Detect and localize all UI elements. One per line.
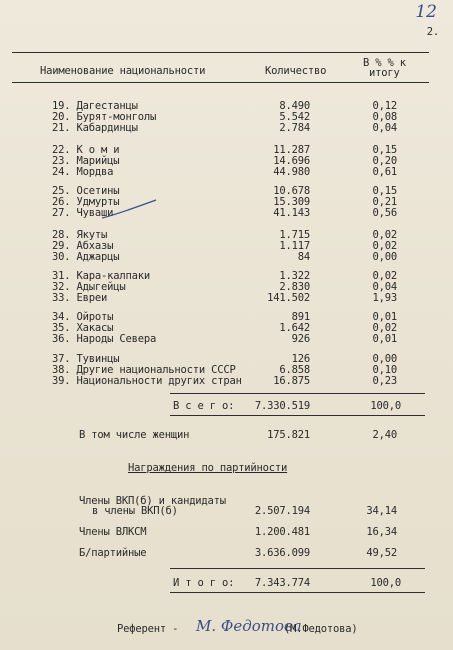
- row-pct: 0,02: [372, 229, 397, 241]
- row-qty: 2.830: [279, 281, 310, 293]
- itogo-pct: 100,0: [370, 577, 401, 589]
- row-qty: 41.143: [273, 207, 310, 219]
- total-pct: 100,0: [370, 400, 401, 412]
- row-name: 27. Чуваши: [52, 207, 114, 219]
- row-name: 34. Ойроты: [52, 311, 114, 323]
- row-name: 33. Евреи: [52, 292, 108, 304]
- row-pct: 1,93: [372, 292, 397, 304]
- row-name: 25. Осетины: [52, 185, 120, 197]
- row-pct: 0,61: [372, 166, 397, 178]
- header-qty: Количество: [265, 65, 327, 77]
- women-qty: 175.821: [267, 429, 310, 441]
- row-name: 23. Марийцы: [52, 155, 120, 167]
- row-pct: 0,01: [372, 311, 397, 323]
- itogo-label: И т о г о:: [173, 577, 235, 589]
- row-qty: 926: [291, 333, 310, 345]
- party-label-line1: Б/партийные: [79, 547, 147, 559]
- row-pct: 0,02: [372, 270, 397, 282]
- row-name: 32. Адыгейцы: [52, 281, 126, 293]
- row-name: 29. Абхазы: [52, 240, 114, 252]
- row-qty: 891: [291, 311, 310, 323]
- row-pct: 0,21: [372, 196, 397, 208]
- pen-check-mark: [100, 198, 160, 222]
- row-name: 36. Народы Севера: [52, 333, 157, 345]
- row-pct: 0,00: [372, 353, 397, 365]
- row-name: 37. Тувинцы: [52, 353, 120, 365]
- row-name: 30. Аджарцы: [52, 251, 120, 263]
- row-pct: 0,15: [372, 185, 397, 197]
- row-qty: 2.784: [279, 122, 310, 134]
- party-label-line2: в члены ВКП(б): [92, 505, 178, 517]
- party-qty: 2.507.194: [254, 505, 310, 517]
- referent-name: (М.Федотова): [284, 623, 358, 635]
- row-pct: 0,04: [372, 122, 397, 134]
- row-name: 22. К о м и: [52, 144, 120, 156]
- total-qty: 7.330.519: [254, 400, 310, 412]
- row-name: 26. Удмурты: [52, 196, 120, 208]
- row-pct: 0,00: [372, 251, 397, 263]
- party-label-line1: Члены ВКП(б) и кандидаты: [79, 495, 226, 507]
- party-label-line1: Члены ВЛКСМ: [79, 526, 147, 538]
- row-pct: 0,04: [372, 281, 397, 293]
- row-qty: 10.678: [273, 185, 310, 197]
- header-pct-line2: итогу: [369, 67, 400, 79]
- row-name: 19. Дагестанцы: [52, 100, 138, 112]
- row-qty: 6.858: [279, 364, 310, 376]
- row-qty: 1.642: [279, 322, 310, 334]
- total-top-rule: [170, 393, 425, 394]
- row-qty: 141.502: [267, 292, 310, 304]
- row-pct: 0,23: [372, 375, 397, 387]
- total-label: В с е г о:: [173, 400, 235, 412]
- row-pct: 0,08: [372, 111, 397, 123]
- row-name: 24. Мордва: [52, 166, 114, 178]
- itogo-top-rule: [170, 568, 425, 569]
- row-name: 35. Хакасы: [52, 322, 114, 334]
- row-pct: 0,01: [372, 333, 397, 345]
- row-name: 20. Бурят-монголы: [52, 111, 157, 123]
- party-heading: Награждения по партийности: [128, 462, 288, 474]
- row-name: 28. Якуты: [52, 229, 108, 241]
- row-qty: 8.490: [279, 100, 310, 112]
- itogo-qty: 7.343.774: [254, 577, 310, 589]
- handwritten-page-number: 12: [415, 2, 437, 22]
- row-qty: 84: [297, 251, 310, 263]
- row-name: 38. Другие национальности СССР: [52, 364, 236, 376]
- itogo-bottom-rule: [170, 592, 425, 593]
- party-qty: 1.200.481: [254, 526, 310, 538]
- header-pct-line1: В % % к: [363, 57, 406, 69]
- party-pct: 34,14: [366, 505, 397, 517]
- row-pct: 0,02: [372, 240, 397, 252]
- party-pct: 49,52: [366, 547, 397, 559]
- row-qty: 14.696: [273, 155, 310, 167]
- referent-label: Референт -: [117, 623, 179, 635]
- row-pct: 0,10: [372, 364, 397, 376]
- party-pct: 16,34: [366, 526, 397, 538]
- typed-page-number: 2.: [426, 26, 439, 38]
- row-pct: 0,02: [372, 322, 397, 334]
- row-qty: 1.715: [279, 229, 310, 241]
- row-qty: 11.287: [273, 144, 310, 156]
- handwritten-signature: М. Федотова: [196, 617, 302, 635]
- row-qty: 5.542: [279, 111, 310, 123]
- row-pct: 0,15: [372, 144, 397, 156]
- party-qty: 3.636.099: [254, 547, 310, 559]
- row-pct: 0,56: [372, 207, 397, 219]
- header-name: Наименование национальности: [40, 65, 206, 77]
- row-name: 39. Национальности других стран: [52, 375, 242, 387]
- women-pct: 2,40: [372, 429, 397, 441]
- row-qty: 16.875: [273, 375, 310, 387]
- row-pct: 0,20: [372, 155, 397, 167]
- row-qty: 44.980: [273, 166, 310, 178]
- header-top-rule: [12, 52, 429, 53]
- row-qty: 1.117: [279, 240, 310, 252]
- total-bottom-rule: [170, 415, 425, 416]
- row-qty: 126: [291, 353, 310, 365]
- row-name: 21. Кабардинцы: [52, 122, 138, 134]
- row-pct: 0,12: [372, 100, 397, 112]
- header-bottom-rule: [12, 82, 429, 83]
- row-name: 31. Кара-калпаки: [52, 270, 150, 282]
- women-label: В том числе женщин: [79, 429, 190, 441]
- row-qty: 1.322: [279, 270, 310, 282]
- row-qty: 15.309: [273, 196, 310, 208]
